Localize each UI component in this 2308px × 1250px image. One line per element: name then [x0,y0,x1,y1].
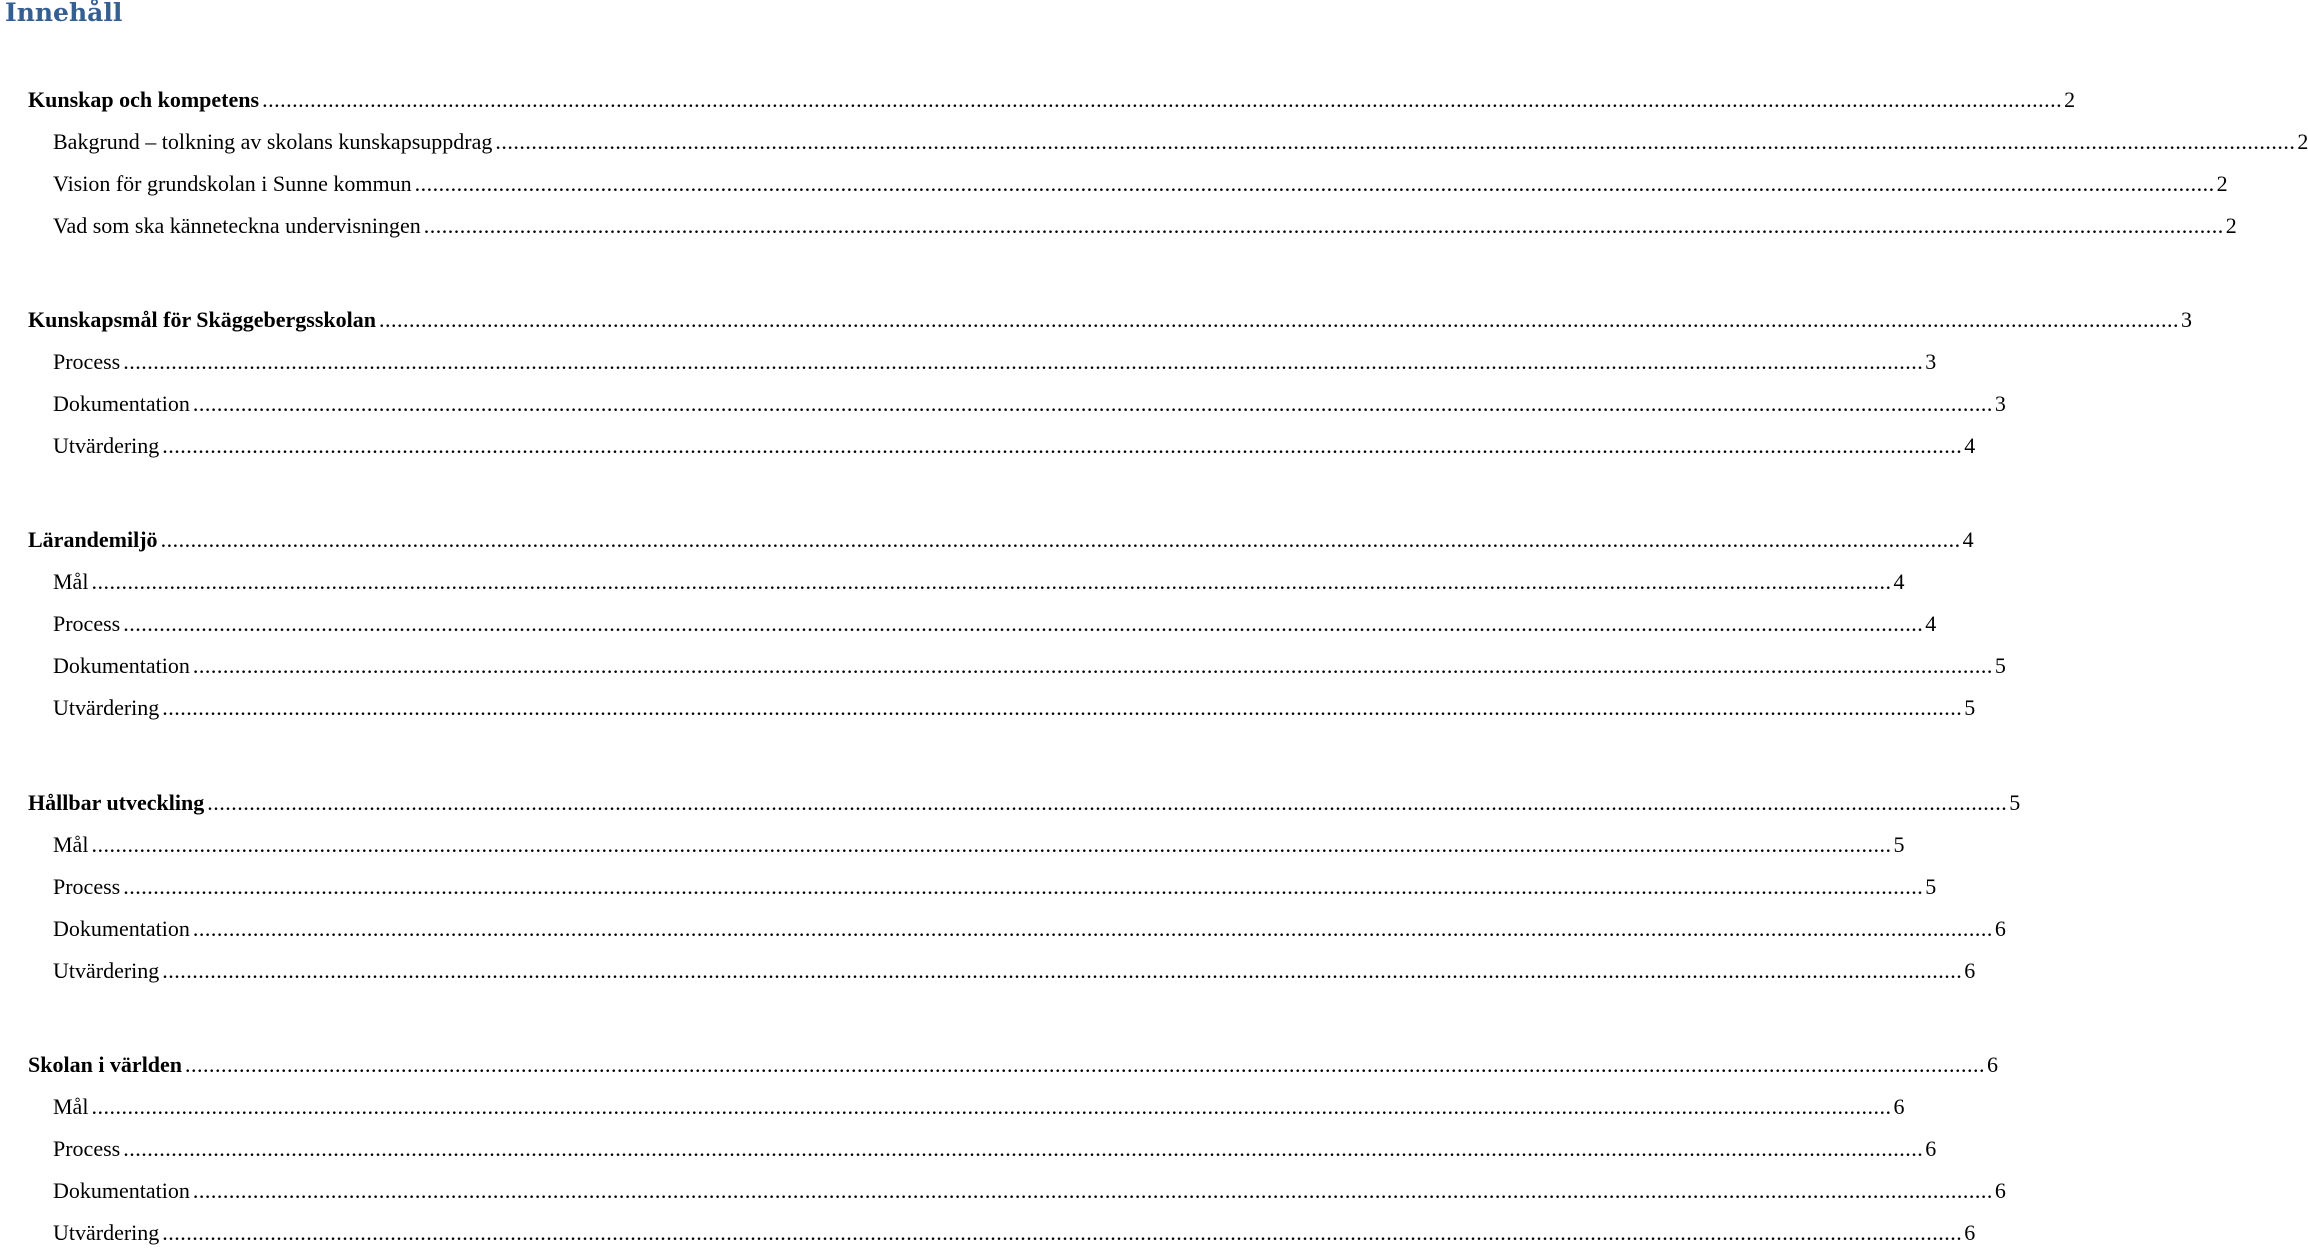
toc-page-number: 3 [1994,391,2006,416]
toc-dot-leader: ............................................................................................................................................................................................................................................................................................................ [423,213,2224,238]
toc-dot-leader: ............................................................................................................................................................................................................................................................................................................ [91,569,1892,594]
toc-entry[interactable] [53,957,1976,985]
toc-entry[interactable] [53,694,1976,722]
toc-page-number: 6 [1964,958,1976,983]
toc-dot-leader: ............................................................................................................................................................................................................................................................................................................ [192,391,1993,416]
toc-entry[interactable] [53,390,2006,418]
toc-entry[interactable] [28,86,2076,114]
toc-entry[interactable] [28,526,1974,554]
toc-entry-text: Bakgrund – tolkning av skolans kunskapsuppdrag [53,129,493,154]
toc-page-number: 4 [1962,527,1974,552]
toc-entry-text: Vision för grundskolan i Sunne kommun [53,171,412,196]
toc-page-number: 2 [2216,171,2228,196]
toc-entry-text: Vad som ska känneteckna undervisningen [53,213,421,238]
toc-entry[interactable] [53,610,1937,638]
toc-page-number: 4 [1893,569,1905,594]
toc-dot-leader: ............................................................................................................................................................................................................................................................................................................ [207,790,2008,815]
toc-page-number: 4 [1925,611,1937,636]
toc-entry[interactable] [53,170,2228,198]
toc-entry-text: Utvärdering [53,1220,160,1245]
toc-entry[interactable] [53,831,1905,859]
toc-entry-text: Dokumentation [53,1178,190,1203]
toc-entry[interactable] [28,789,2021,817]
toc-page-number: 2 [2297,129,2308,154]
toc-entry[interactable] [53,128,2308,156]
toc-entry[interactable] [28,306,2193,334]
toc-dot-leader: ............................................................................................................................................................................................................................................................................................................ [123,1136,1924,1161]
toc-entry[interactable] [53,873,1937,901]
toc-page-number: 3 [1925,349,1937,374]
toc-entry-text: Mål [53,569,89,594]
toc-dot-leader: ............................................................................................................................................................................................................................................................................................................ [91,832,1892,857]
toc-page-number: 6 [1987,1052,1999,1077]
toc-page-number: 6 [1893,1094,1905,1119]
toc-dot-leader: ............................................................................................................................................................................................................................................................................................................ [192,653,1993,678]
toc-dot-leader: ............................................................................................................................................................................................................................................................................................................ [162,433,1963,458]
toc-dot-leader: ............................................................................................................................................................................................................................................................................................................ [192,1178,1993,1203]
toc-entry[interactable] [53,1093,1905,1121]
toc-dot-leader: ............................................................................................................................................................................................................................................................................................................ [123,874,1924,899]
toc-page-number: 6 [1994,1178,2006,1203]
toc-entry-text: Dokumentation [53,653,190,678]
toc-entry[interactable] [28,1051,1999,1079]
toc-page-number: 5 [1925,874,1937,899]
toc-dot-leader: ............................................................................................................................................................................................................................................................................................................ [185,1052,1986,1077]
toc-entry-text: Process [53,874,121,899]
toc-entry-text: Utvärdering [53,695,160,720]
toc-entry-text: Process [53,1136,121,1161]
toc-entry[interactable] [53,348,1937,376]
toc-entry-text: Hållbar utveckling [28,790,205,815]
toc-page-number: 6 [1994,916,2006,941]
toc-entry[interactable] [53,652,2006,680]
toc-page-number: 2 [2225,213,2237,238]
toc-page-number: 2 [2064,87,2076,112]
toc-entry[interactable] [53,1177,2006,1205]
toc-dot-leader: ............................................................................................................................................................................................................................................................................................................ [379,307,2180,332]
toc-dot-leader: ............................................................................................................................................................................................................................................................................................................ [495,129,2296,154]
toc-page-number: 5 [2009,790,2021,815]
toc-dot-leader: ............................................................................................................................................................................................................................................................................................................ [414,171,2215,196]
toc-entry-text: Kunskapsmål för Skäggebergsskolan [28,307,377,332]
toc-entry[interactable] [53,432,1976,460]
toc-entry-text: Skolan i världen [28,1052,183,1077]
toc-dot-leader: ............................................................................................................................................................................................................................................................................................................ [162,958,1963,983]
toc-page-number: 5 [1893,832,1905,857]
toc-entry-text: Utvärdering [53,433,160,458]
toc-page-number: 3 [2181,307,2193,332]
toc-entry-text: Mål [53,832,89,857]
toc-entry[interactable] [53,212,2237,240]
toc-entry-text: Lärandemiljö [28,527,158,552]
toc-page-number: 5 [1964,695,1976,720]
toc-dot-leader: ............................................................................................................................................................................................................................................................................................................ [160,527,1961,552]
toc-entry-text: Dokumentation [53,391,190,416]
toc-dot-leader: ............................................................................................................................................................................................................................................................................................................ [262,87,2063,112]
toc-dot-leader: ............................................................................................................................................................................................................................................................................................................ [192,916,1993,941]
toc-entry-text: Kunskap och kompetens [28,87,260,112]
toc-entry-text: Process [53,349,121,374]
toc-dot-leader: ............................................................................................................................................................................................................................................................................................................ [162,1220,1963,1245]
toc-entry[interactable] [53,1219,1976,1247]
toc-dot-leader: ............................................................................................................................................................................................................................................................................................................ [162,695,1963,720]
toc-page-number: 6 [1925,1136,1937,1161]
toc-entry-text: Process [53,611,121,636]
toc-entry-text: Mål [53,1094,89,1119]
toc-title: Innehåll [5,0,123,27]
toc-page-number: 6 [1964,1220,1976,1245]
toc-dot-leader: ............................................................................................................................................................................................................................................................................................................ [123,349,1924,374]
toc-dot-leader: ............................................................................................................................................................................................................................................................................................................ [91,1094,1892,1119]
toc-entry[interactable] [53,568,1905,596]
toc-entry-text: Utvärdering [53,958,160,983]
toc-entry[interactable] [53,915,2006,943]
toc-page-number: 4 [1964,433,1976,458]
toc-entry-text: Dokumentation [53,916,190,941]
toc-dot-leader: ............................................................................................................................................................................................................................................................................................................ [123,611,1924,636]
toc-page-number: 5 [1994,653,2006,678]
toc-entry[interactable] [53,1135,1937,1163]
